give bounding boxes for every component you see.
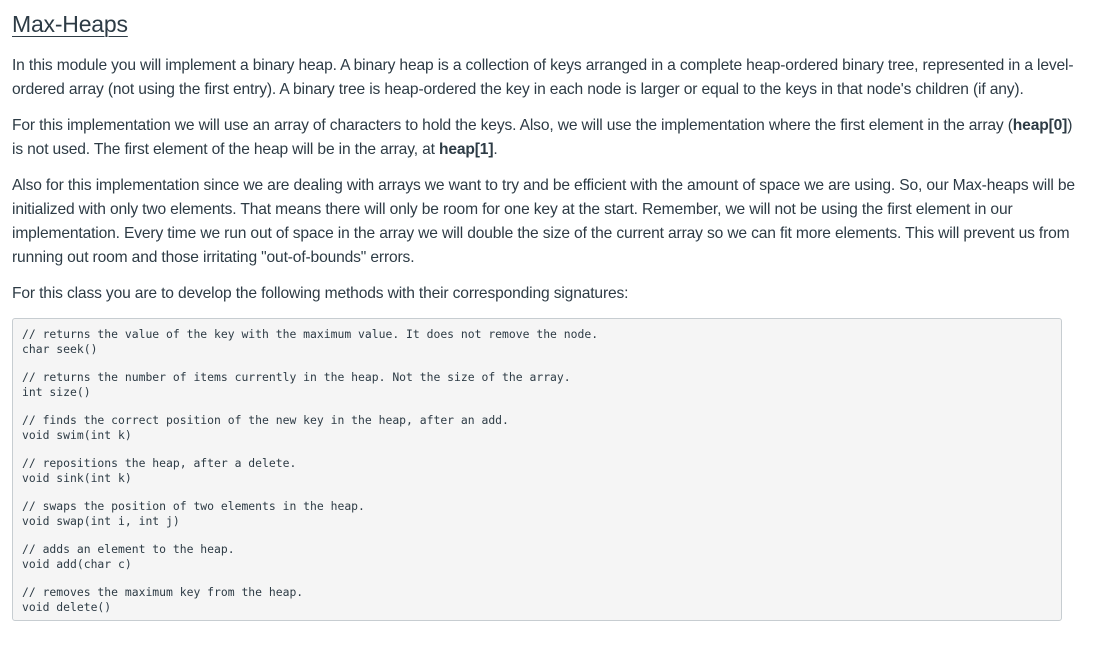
method-signatures-code-block — [12, 318, 1062, 621]
heap-0-code: heap[0] — [1012, 117, 1068, 134]
method-sink — [22, 456, 1052, 485]
method-signature: void swap(int i, int j) — [22, 513, 180, 528]
method-swim — [22, 413, 1052, 442]
page-title: Max-Heaps — [12, 11, 128, 37]
method-comment: // adds an element to the heap. — [22, 542, 235, 556]
method-comment: // returns the value of the key with the maximum value. It does not remove the node. — [22, 327, 599, 341]
method-seek — [22, 327, 1052, 356]
method-signature: char seek() — [22, 341, 98, 356]
method-signature: void delete() — [22, 599, 112, 614]
intro-paragraph: In this module you will implement a binary heap. A binary heap is a collection of keys arranged in a complete heap-ordered binary tree, represented in a level-ordered array (not using the first entry). A binary tree is heap-ordered the key in each node is larger or equal to the keys in that node's children (if any). — [12, 57, 1074, 98]
method-signature: void sink(int k) — [22, 470, 132, 485]
method-comment: // repositions the heap, after a delete. — [22, 456, 297, 470]
array-paragraph — [12, 114, 1085, 162]
method-comment: // removes the maximum key from the heap. — [22, 585, 304, 599]
space-paragraph: Also for this implementation since we are dealing with arrays we want to try and be efficient with the amount of space we are using. So, our Max-heaps will be initialized with only two elements. That means there will only be room for one key at the start. Remember, we will not be using the first element in our implementation. Every time we run out of space in the array we will double the size of the current array so we can fit more elements. This will prevent us from running out room and those irritating "out-of-bounds" errors. — [12, 177, 1075, 266]
heap-1-code: heap[1] — [438, 141, 494, 158]
method-swap — [22, 499, 1052, 528]
method-delete — [22, 585, 1052, 614]
method-signature: void swim(int k) — [22, 427, 132, 442]
method-comment: // returns the number of items currently in the heap. Not the size of the array. — [22, 370, 571, 384]
array-paragraph-text-1: For this implementation we will use an array of characters to hold the keys. Also, we will use the implementation where the first element in the array ( — [12, 117, 1013, 134]
method-signature: void add(char c) — [22, 556, 132, 571]
method-add — [22, 542, 1052, 571]
method-size — [22, 370, 1052, 399]
array-paragraph-text-2: ) is not used. The first element of the heap will be in the array, at — [12, 117, 1073, 158]
method-comment: // finds the correct position of the new key in the heap, after an add. — [22, 413, 509, 427]
methods-intro-paragraph: For this class you are to develop the following methods with their corresponding signatures: — [12, 285, 629, 302]
array-paragraph-text-3: . — [493, 141, 498, 158]
method-signature: int size() — [22, 384, 91, 399]
method-comment: // swaps the position of two elements in the heap. — [22, 499, 365, 513]
